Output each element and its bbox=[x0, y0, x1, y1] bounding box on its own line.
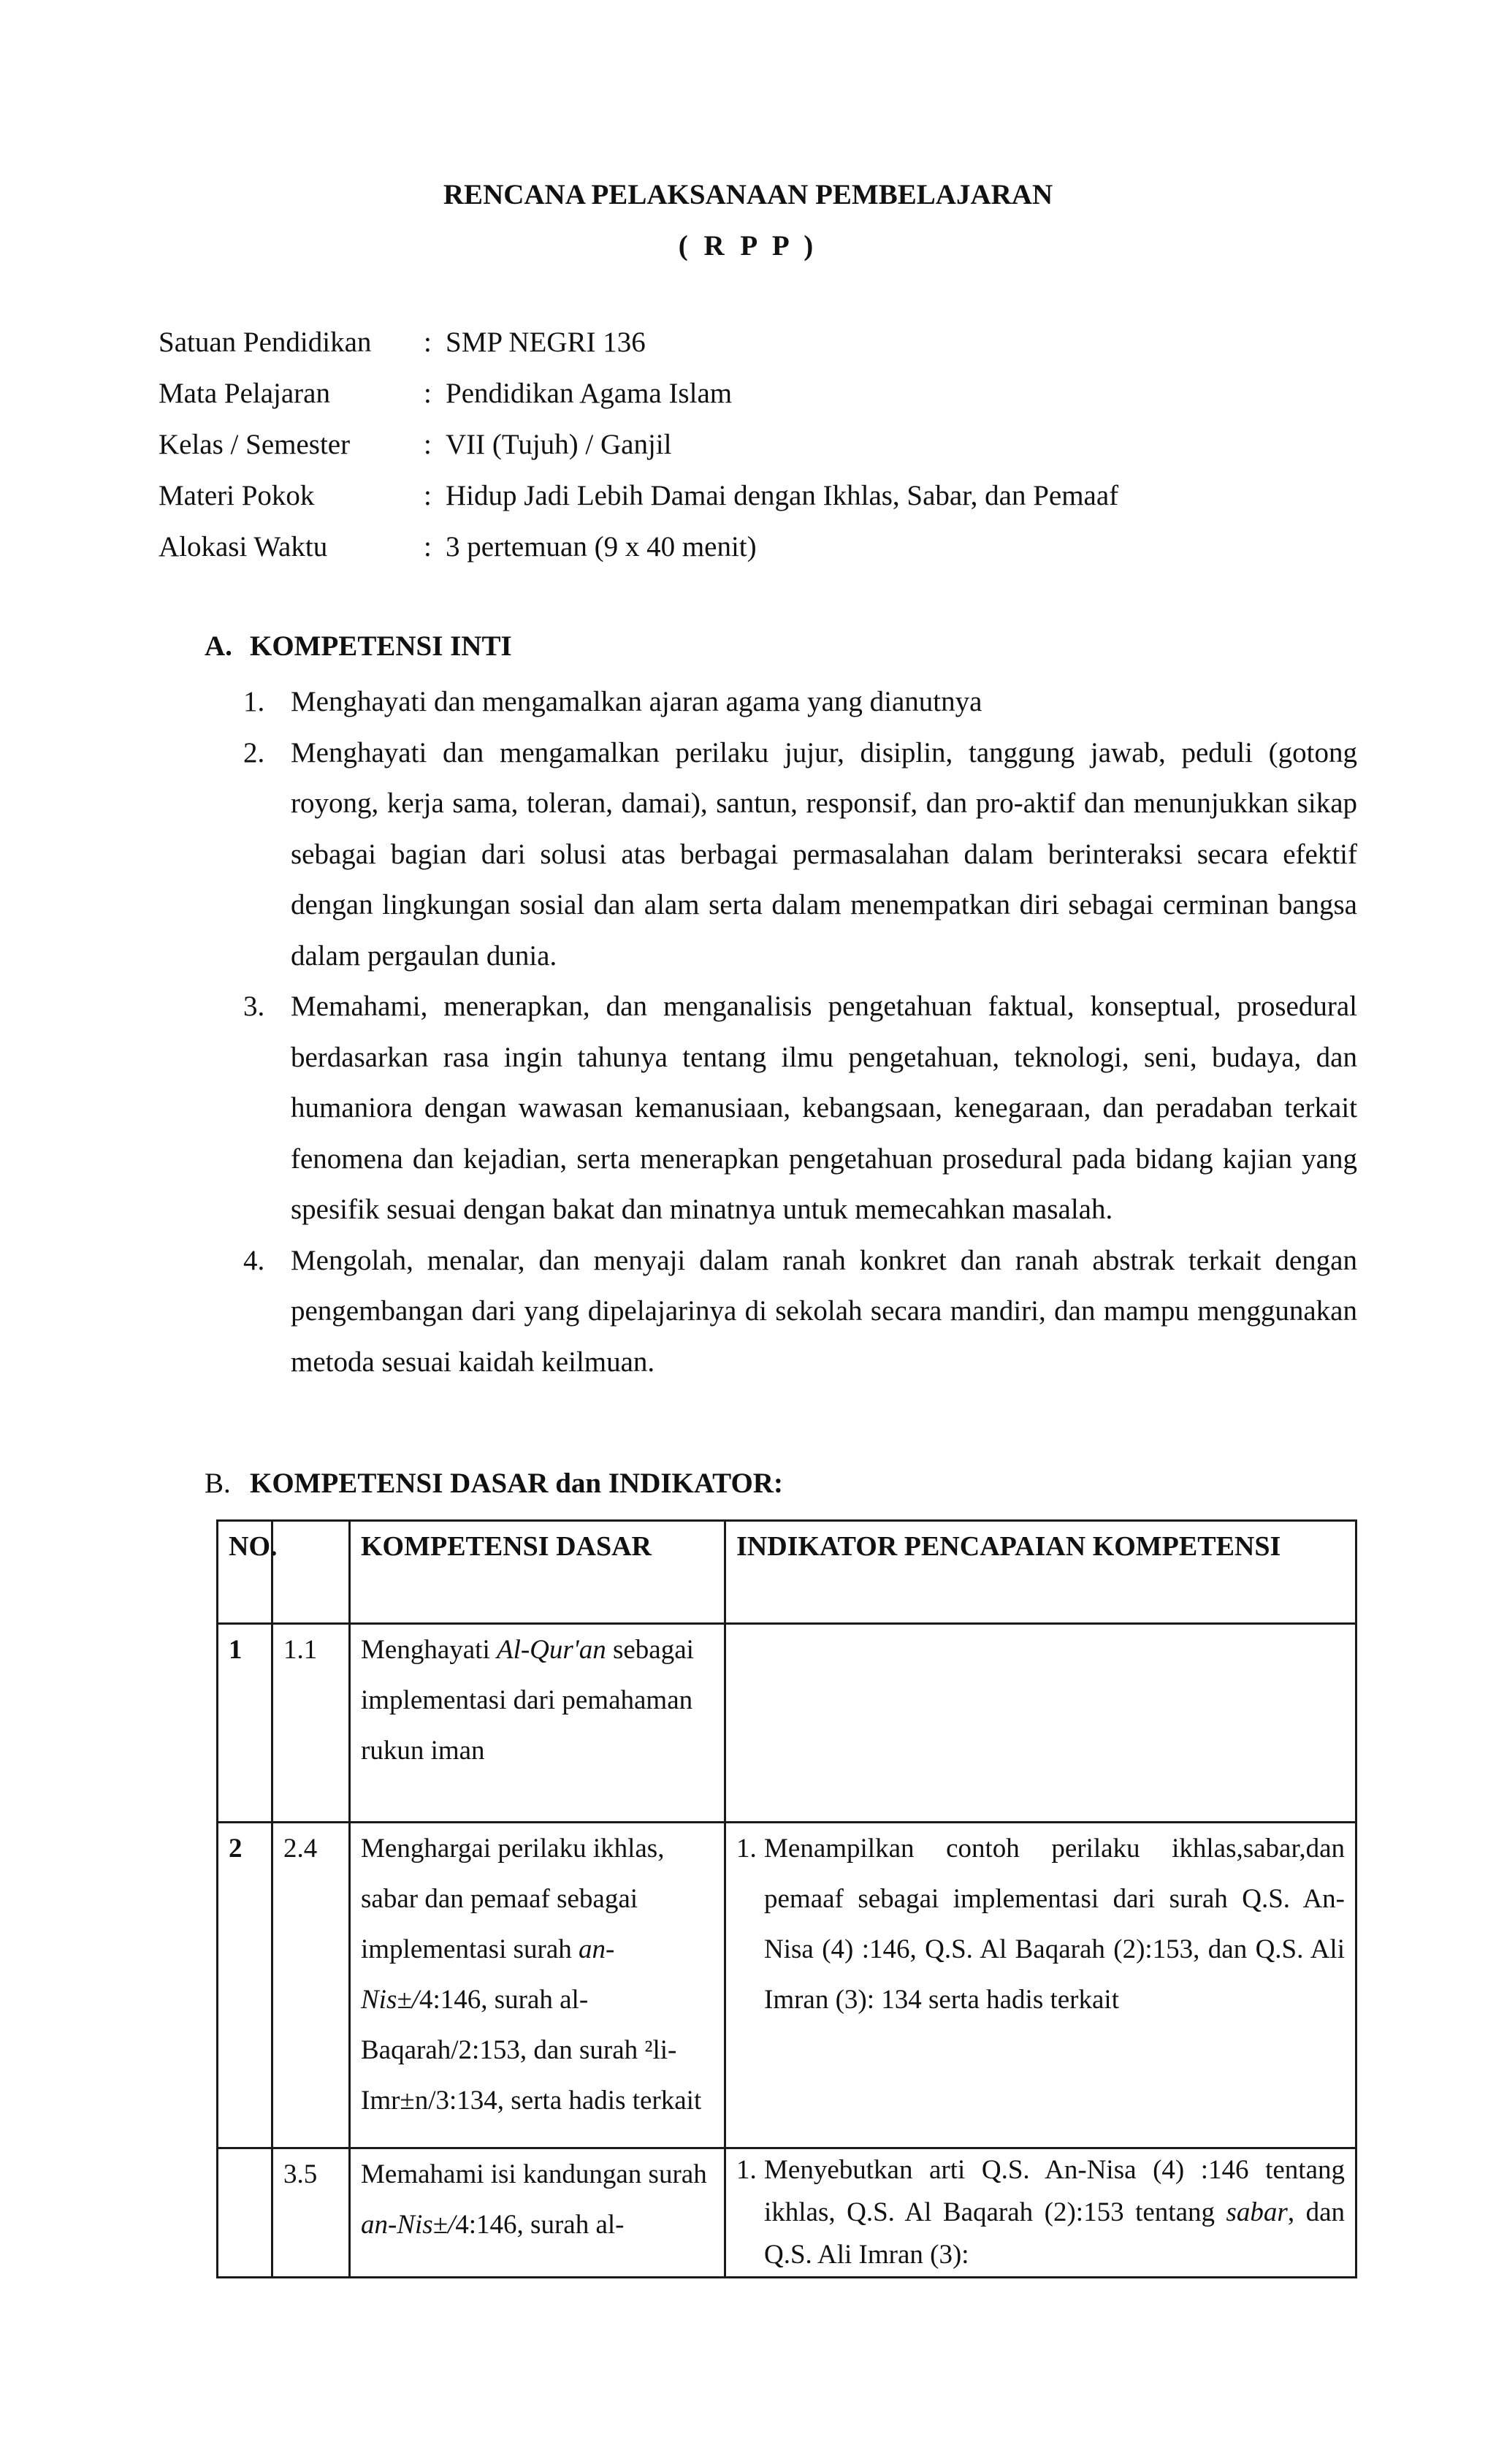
section-title: KOMPETENSI DASAR dan INDIKATOR: bbox=[250, 1468, 783, 1499]
section-letter: B. bbox=[205, 1468, 231, 1499]
list-item-text: Menghayati dan mengamalkan perilaku jujur, disiplin, tanggung jawab, peduli (gotong royong, kerja sama, toleran, damai), santun, responsif, dan pro-aktif dan menunjukkan sikap sebagai bagian dari solusi atas berbagai permasalahan dalam berinteraksi secara efektif dengan lingkungan sosial dan alam serta dalam menempatkan diri sebagai cerminan bangsa dalam pergaulan dunia. bbox=[291, 736, 1357, 972]
list-item bbox=[243, 728, 1357, 982]
header-code bbox=[272, 1521, 350, 1624]
table-row bbox=[218, 1624, 1356, 1823]
info-colon: : bbox=[424, 531, 432, 562]
kompetensi-dasar-cell bbox=[350, 1624, 725, 1823]
indikator-number: 1. bbox=[736, 1834, 757, 1864]
indikator-item bbox=[736, 1823, 1345, 2025]
indikator-number: 1. bbox=[736, 2155, 757, 2185]
info-label: Materi Pokok bbox=[159, 480, 315, 511]
info-value: SMP NEGRI 136 bbox=[446, 327, 646, 358]
indikator-italic-text: sabar bbox=[1226, 2197, 1288, 2227]
info-label: Satuan Pendidikan bbox=[159, 327, 372, 358]
indikator-item bbox=[736, 2149, 1345, 2276]
row-number bbox=[218, 2148, 272, 2278]
header-no: NO. bbox=[218, 1521, 272, 1624]
list-item-number: 1. bbox=[243, 686, 265, 717]
info-colon: : bbox=[424, 429, 432, 460]
info-colon: : bbox=[424, 378, 432, 409]
section-letter: A. bbox=[205, 630, 232, 662]
indikator-text: Menampilkan contoh perilaku ikhlas,sabar,dan pemaaf sebagai implementasi dari surah Q.S. An-Nisa (4) :146, Q.S. Al Baqarah (2):153, dan Q.S. Ali Imran (3): 134 serta hadis terkait bbox=[764, 1834, 1345, 2015]
kd-text: Menghayati bbox=[361, 1635, 497, 1665]
row-number: 2 bbox=[218, 1823, 272, 2148]
indikator-text: Menyebutkan arti Q.S. An-Nisa (4) :146 tentang ikhlas, Q.S. Al Baqarah (2):153 tentang bbox=[764, 2155, 1345, 2227]
table-header-row bbox=[218, 1521, 1356, 1624]
info-value: Hidup Jadi Lebih Damai dengan Ikhlas, Sabar, dan Pemaaf bbox=[446, 480, 1119, 511]
list-item bbox=[243, 1235, 1357, 1388]
section-a-heading bbox=[205, 630, 512, 663]
kd-text: Menghargai perilaku ikhlas, sabar dan pemaaf sebagai implementasi surah bbox=[361, 1834, 665, 1964]
kd-text: sebagai implementasi dari pemahaman rukun iman bbox=[361, 1635, 694, 1766]
header-kompetensi-dasar: KOMPETENSI DASAR bbox=[350, 1521, 725, 1624]
list-item-text: Menghayati dan mengamalkan ajaran agama yang dianutnya bbox=[291, 686, 982, 717]
row-number: 1 bbox=[218, 1624, 272, 1823]
info-colon: : bbox=[424, 480, 432, 511]
indikator-cell bbox=[725, 2148, 1356, 2278]
info-value: 3 pertemuan (9 x 40 menit) bbox=[446, 531, 757, 562]
indikator-cell bbox=[725, 1823, 1356, 2148]
row-code: 3.5 bbox=[272, 2148, 350, 2278]
indikator-cell bbox=[725, 1624, 1356, 1823]
document-title: RENCANA PELAKSANAAN PEMBELAJARAN bbox=[443, 179, 1053, 210]
indikator-text: , dan Q.S. Ali Imran (3): bbox=[764, 2197, 1345, 2270]
kd-text: 4:146, surah al- bbox=[455, 2210, 625, 2240]
kd-text: 4:146, surah al-Baqarah/2:153, dan surah ²li-Imr±n/3:134, serta hadis terkait bbox=[361, 1985, 702, 2116]
info-label: Kelas / Semester bbox=[159, 429, 351, 460]
row-code: 1.1 bbox=[272, 1624, 350, 1823]
list-item-text: Memahami, menerapkan, dan menganalisis pengetahuan faktual, konseptual, prosedural berdasarkan rasa ingin tahunya tentang ilmu pengetahuan, teknologi, seni, budaya, dan humaniora dengan wawasan kemanusiaan, kebangsaan, kenegaraan, dan peradaban terkait fenomena dan kejadian, serta menerapkan pengetahuan prosedural pada bidang kajian yang spesifik sesuai dengan bakat dan minatnya untuk memecahkan masalah. bbox=[291, 991, 1357, 1225]
info-colon: : bbox=[424, 327, 432, 358]
section-title: KOMPETENSI INTI bbox=[250, 630, 512, 662]
kompetensi-dasar-cell bbox=[350, 1823, 725, 2148]
kd-italic-text: Al-Qur'an bbox=[496, 1635, 606, 1665]
info-value: VII (Tujuh) / Ganjil bbox=[446, 429, 672, 460]
kompetensi-inti-list bbox=[243, 676, 1357, 1387]
list-item-text: Mengolah, menalar, dan menyaji dalam ranah konkret dan ranah abstrak terkait dengan pengembangan dari yang dipelajarinya di sekolah secara mandiri, dan mampu menggunakan metoda sesuai kaidah keilmuan. bbox=[291, 1244, 1357, 1378]
info-value: Pendidikan Agama Islam bbox=[446, 378, 733, 409]
kompetensi-dasar-cell bbox=[350, 2148, 725, 2278]
table-row bbox=[218, 1823, 1356, 2148]
kompetensi-dasar-table bbox=[216, 1519, 1357, 2278]
info-label: Mata Pelajaran bbox=[159, 378, 330, 409]
section-b-heading bbox=[205, 1467, 783, 1500]
header-indikator: INDIKATOR PENCAPAIAN KOMPETENSI bbox=[725, 1521, 1356, 1624]
list-item-number: 3. bbox=[243, 991, 265, 1022]
kd-italic-text: an-Nis±/ bbox=[361, 2210, 456, 2240]
list-item bbox=[243, 676, 1357, 728]
table-row bbox=[218, 2148, 1356, 2278]
document-subtitle: ( R P P ) bbox=[678, 230, 818, 262]
list-item-number: 2. bbox=[243, 736, 265, 768]
info-label: Alokasi Waktu bbox=[159, 531, 328, 562]
kd-italic-text: an-Nis±/ bbox=[361, 1934, 615, 2015]
row-code: 2.4 bbox=[272, 1823, 350, 2148]
kd-text: Memahami isi kandungan surah bbox=[361, 2159, 707, 2189]
list-item-number: 4. bbox=[243, 1244, 265, 1276]
list-item bbox=[243, 981, 1357, 1235]
